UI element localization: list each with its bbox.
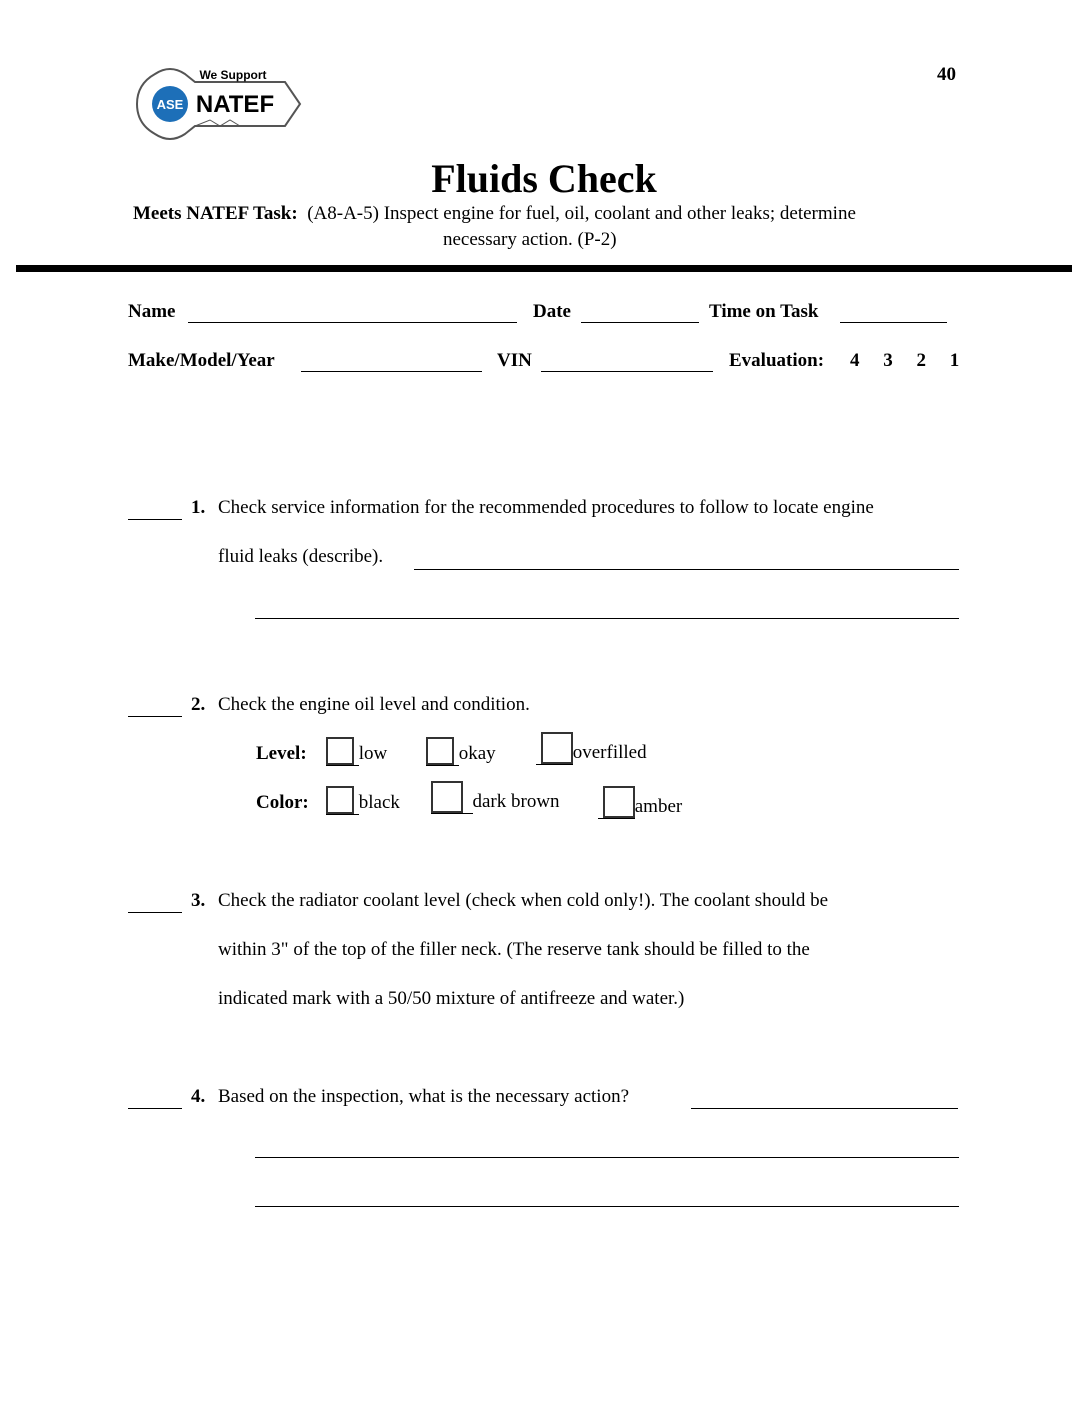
item-1-answer-line-2[interactable] xyxy=(255,618,959,619)
natef-logo xyxy=(135,62,305,147)
page-title: Fluids Check xyxy=(431,156,657,201)
item-4-text: Based on the inspection, what is the necessary action? xyxy=(218,1086,630,1107)
option-label: okay xyxy=(458,743,496,764)
option-label: amber xyxy=(634,796,683,817)
level-option-okay[interactable] xyxy=(426,737,496,766)
score-4[interactable]: 4 xyxy=(850,350,860,371)
level-option-low[interactable] xyxy=(326,737,387,766)
item-4-number: 4. xyxy=(191,1086,206,1107)
color-option-amber[interactable] xyxy=(598,786,682,819)
item-4-answer-line-1[interactable] xyxy=(691,1108,958,1109)
checkbox[interactable] xyxy=(326,786,354,814)
item-4-answer-line-2[interactable] xyxy=(255,1157,959,1158)
color-option-black[interactable] xyxy=(326,786,400,815)
page-number: 40 xyxy=(937,64,956,85)
task-text: (A8-A-5) Inspect engine for fuel, oil, coolant and other leaks; determine xyxy=(307,203,856,224)
date-field[interactable] xyxy=(581,322,699,323)
checkbox[interactable] xyxy=(431,781,463,813)
checkbox[interactable] xyxy=(541,732,573,764)
item-3-text-2: within 3" of the top of the filler neck. (The reserve tank should be filled to the xyxy=(218,939,810,960)
item-2-text: Check the engine oil level and condition. xyxy=(218,694,530,715)
item-4-check-blank[interactable] xyxy=(128,1108,182,1109)
task-line-2: necessary action. (P-2) xyxy=(443,229,617,250)
item-2-number: 2. xyxy=(191,694,206,715)
evaluation-label: Evaluation: xyxy=(729,350,825,371)
option-label: dark brown xyxy=(472,791,560,812)
color-label: Color: xyxy=(256,792,309,813)
item-2-check-blank[interactable] xyxy=(128,716,182,717)
score-1[interactable]: 1 xyxy=(949,350,960,371)
vin-field[interactable] xyxy=(541,371,713,372)
vin-label: VIN xyxy=(497,350,532,371)
name-label: Name xyxy=(128,301,176,322)
item-3-number: 3. xyxy=(191,890,206,911)
level-option-overfilled[interactable] xyxy=(536,732,647,765)
option-label: black xyxy=(358,792,400,813)
name-field[interactable] xyxy=(188,322,517,323)
make-model-year-label: Make/Model/Year xyxy=(128,350,275,371)
task-label: Meets NATEF Task: xyxy=(133,203,298,224)
item-3-check-blank[interactable] xyxy=(128,912,182,913)
svg-text:ASE: ASE xyxy=(156,97,184,112)
item-1-text-2: fluid leaks (describe). xyxy=(218,546,384,567)
svg-text:We Support: We Support xyxy=(199,68,267,82)
date-label: Date xyxy=(533,301,571,322)
option-label: overfilled xyxy=(572,742,647,763)
score-2[interactable]: 2 xyxy=(916,350,926,371)
score-3[interactable]: 3 xyxy=(883,350,893,371)
item-1-check-blank[interactable] xyxy=(128,519,182,520)
item-3-text-1: Check the radiator coolant level (check when cold only!). The coolant should be xyxy=(218,890,829,911)
option-label: low xyxy=(358,743,388,764)
item-3-text-3: indicated mark with a 50/50 mixture of antifreeze and water.) xyxy=(218,988,685,1009)
checkbox[interactable] xyxy=(326,737,354,765)
svg-text:NATEF: NATEF xyxy=(195,91,275,118)
header-rule xyxy=(16,265,1072,272)
item-1-text-1: Check service information for the recommended procedures to follow to locate engine xyxy=(218,497,874,518)
checkbox[interactable] xyxy=(426,737,454,765)
evaluation-scores xyxy=(850,350,959,372)
level-label: Level: xyxy=(256,743,307,764)
item-1-number: 1. xyxy=(191,497,206,518)
task-line-1 xyxy=(133,203,856,225)
make-model-year-field[interactable] xyxy=(301,371,482,372)
time-on-task-label: Time on Task xyxy=(709,301,819,322)
color-option-dark-brown[interactable] xyxy=(431,781,560,814)
item-4-answer-line-3[interactable] xyxy=(255,1206,959,1207)
checkbox[interactable] xyxy=(603,786,635,818)
item-1-answer-line-1[interactable] xyxy=(414,569,959,570)
time-on-task-field[interactable] xyxy=(840,322,947,323)
